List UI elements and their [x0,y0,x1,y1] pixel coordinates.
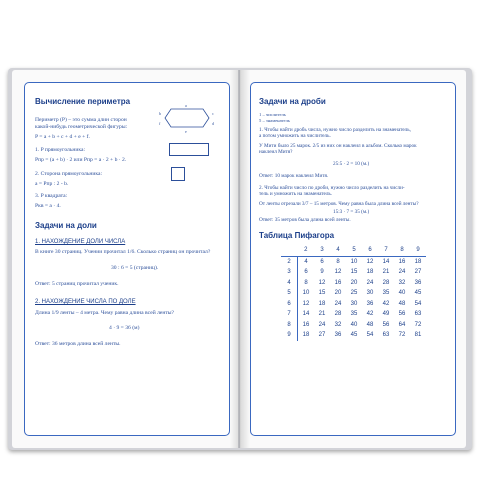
rule-1-line-1: 1. Чтобы найти дробь числа, нужно число разделить на знаменатель, [259,127,411,133]
subsection-2-title: 2. НАХОЖДЕНИЕ ЧИСЛА ПО ДОЛЕ [35,299,136,305]
table-cell: 21 [382,269,390,276]
right-task-1-line-2: наклеил Митя? [259,149,293,155]
table-cell: 20 [350,279,358,286]
table-corner-cell [281,245,298,256]
square-heading: 2. Сторона прямоугольника: [35,171,103,177]
table-cell: 18 [302,332,310,339]
table-cell: 28 [382,279,390,286]
table-cell: 54 [414,300,422,307]
table-cell: 8 [304,279,308,286]
right-task-2-answer: Ответ: 35 метров была длина всей ленты. [259,217,351,223]
table-cell: 24 [366,279,374,286]
table-header-cell: 6 [362,245,378,256]
table-cell: 6 [304,269,308,276]
table-row-header: 4 [281,278,298,289]
table-cell: 24 [318,321,326,328]
table-cell: 64 [398,321,406,328]
right-panel [250,82,456,436]
square-side: a = Pпр : 2 - b. [35,181,69,187]
table-row-header: 7 [281,309,298,320]
table-cell: 6 [320,258,324,265]
table-cell: 63 [382,332,390,339]
table-cell: 24 [334,300,342,307]
perimeter-intro-line-1: Периметр (P) – это сумма длин сторон [35,117,127,123]
table-cell: 54 [366,332,374,339]
fractions-title: Задачи на доли [35,221,97,230]
table-cell: 32 [334,321,342,328]
table-cell: 16 [302,321,310,328]
figure-label-d: d [212,121,214,126]
table-row [281,288,426,299]
table-cell: 72 [414,321,422,328]
table-row-header: 3 [281,267,298,278]
table-row [281,330,426,341]
rule-2-line-2: тель и умножить на знаменатель. [259,191,333,197]
perimeter-intro-line-2: какой-нибудь геометрической фигуры: [35,124,128,130]
square-p-heading: 3. P квадрата: [35,193,68,199]
table-cell: 30 [350,300,358,307]
pythagoras-table [281,245,426,341]
table-cell: 20 [334,290,342,297]
table-cell: 16 [398,258,406,265]
rect-formula: Pпр = (a + b) · 2 или Pпр = a · 2 + b · 2. [35,157,127,163]
right-task-1-answer: Ответ: 10 марок наклеил Митя. [259,173,329,179]
figure-label-b: b [159,111,161,116]
table-header-cell: 3 [314,245,330,256]
table-cell: 16 [334,279,342,286]
right-task-2-text: От ленты отрезали 3/7 – 15 метров. Чему равна была длина всей ленты? [259,201,419,207]
table-cell: 18 [366,269,374,276]
table-cell: 18 [318,300,326,307]
rect-heading: 1. P прямоугольника: [35,147,86,153]
table-cell: 15 [318,290,326,297]
table-cell: 56 [382,321,390,328]
task-1-answer: Ответ: 5 страниц прочитал ученик. [35,281,119,287]
table-cell: 49 [382,311,390,318]
table-cell: 30 [366,290,374,297]
table-row-header: 2 [281,256,298,267]
legend-numerator: 1 – числитель [259,112,286,117]
pythagoras-table-title: Таблица Пифагора [259,231,335,240]
table-cell: 32 [398,279,406,286]
table-cell: 8 [336,258,340,265]
perimeter-title: Вычисление периметра [35,97,131,106]
right-task-1-line-1: У Мити было 25 марок. 2/5 из них он наклеил в альбом. Сколько марок [259,143,417,149]
table-row-header: 8 [281,320,298,331]
right-task-1-calc: 25:5 · 2 = 10 (м.) [333,161,370,167]
table-cell: 18 [414,258,422,265]
table-cell: 4 [304,258,308,265]
table-cell: 35 [382,290,390,297]
right-task-2-calc: 15:3 · 7 = 35 (м.) [333,209,370,215]
table-cell: 42 [382,300,390,307]
table-cell: 36 [414,279,422,286]
table-header-row [281,245,426,256]
figure-label-e: e [185,129,187,134]
task-1-calc: 30 : 6 = 5 (страниц). [111,265,159,271]
table-row [281,267,426,278]
table-cell: 48 [398,300,406,307]
table-cell: 81 [414,332,422,339]
table-cell: 9 [320,269,324,276]
table-header-cell: 8 [394,245,410,256]
table-cell: 10 [302,290,310,297]
table-cell: 12 [366,258,374,265]
legend-denominator: 5 – знаменатель [259,118,290,123]
table-cell: 40 [398,290,406,297]
table-cell: 63 [414,311,422,318]
fractions-tasks-title: Задачи на дроби [259,97,326,106]
perimeter-formula: P = a + b + c + d + e + f. [35,134,90,140]
task-1-text: В книге 30 страниц. Учении прочитал 1/6. Сколько страниц он прочитал? [35,249,211,255]
table-row-header: 6 [281,299,298,310]
square-p-formula: Pкв = a · 4. [35,203,61,209]
table-cell: 15 [350,269,358,276]
subsection-1-title: 1. НАХОЖДЕНИЕ ДОЛИ ЧИСЛА [35,239,126,245]
polygon-figure [163,107,211,129]
table-row-header: 9 [281,330,298,341]
table-cell: 56 [398,311,406,318]
table-row [281,320,426,331]
task-2-text: Длина 1/9 ленты – 4 метра. Чему равна длина всей ленты? [35,310,175,316]
table-cell: 27 [414,269,422,276]
table-header-cell: 2 [298,245,315,256]
figure-label-a: a [185,103,187,108]
table-cell: 12 [318,279,326,286]
table-row [281,278,426,289]
table-row [281,299,426,310]
task-2-answer: Ответ: 36 метров длина всей ленты. [35,341,121,347]
page-gutter [230,70,250,448]
rectangle-figure [169,143,209,156]
table-header-cell: 4 [330,245,346,256]
table-cell: 24 [398,269,406,276]
rule-2-line-1: 2. Чтобы найти число по дроби, нужно число разделить на числи- [259,185,405,191]
table-cell: 28 [334,311,342,318]
square-figure [171,167,185,181]
table-cell: 40 [350,321,358,328]
table-cell: 12 [302,300,310,307]
table-row-header: 5 [281,288,298,299]
table-cell: 12 [334,269,342,276]
table-cell: 36 [334,332,342,339]
figure-label-c: c [212,111,214,116]
table-row [281,309,426,320]
table-cell: 45 [350,332,358,339]
figure-label-f: f [159,121,161,126]
table-cell: 42 [366,311,374,318]
table-cell: 36 [366,300,374,307]
left-panel [24,82,230,436]
table-cell: 72 [398,332,406,339]
table-header-cell: 5 [346,245,362,256]
task-2-calc: 4 · 9 = 36 (м) [109,325,140,331]
table-cell: 14 [382,258,390,265]
table-cell: 25 [350,290,358,297]
table-cell: 14 [302,311,310,318]
table-cell: 45 [414,290,422,297]
table-cell: 27 [318,332,326,339]
table-header-cell: 7 [378,245,394,256]
table-cell: 35 [350,311,358,318]
table-cell: 10 [350,258,358,265]
table-header-cell: 9 [410,245,426,256]
table-cell: 48 [366,321,374,328]
rule-1-line-2: а потом умножить на числитель. [259,133,331,139]
table-row [281,256,426,267]
table-cell: 21 [318,311,326,318]
